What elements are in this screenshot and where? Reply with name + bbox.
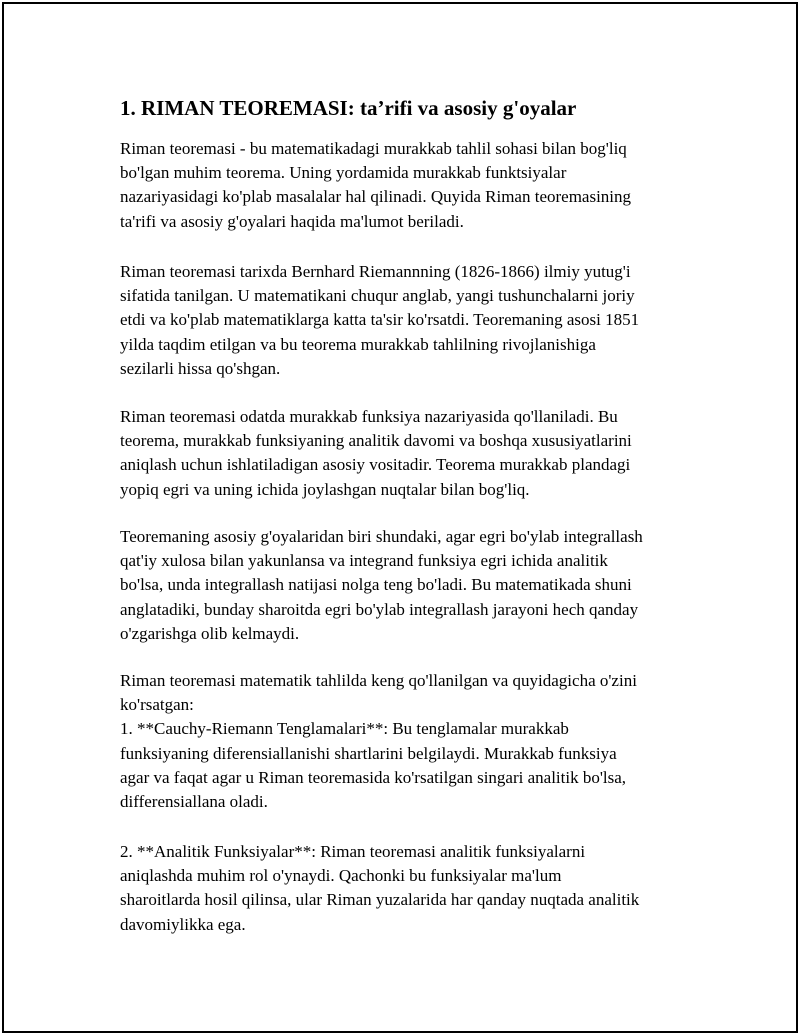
text-line: ko'rsatgan: xyxy=(120,695,194,715)
text-line: sezilarli hissa qo'shgan. xyxy=(120,358,281,378)
text-line: 2. **Analitik Funksiyalar**: Riman teoremasi analitik funksiyalarni xyxy=(120,842,586,861)
text-line: Riman teoremasi matematik tahlilda keng qo'llanilgan va quyidagicha o'zini xyxy=(120,671,637,690)
text-line: funksiyaning diferensiallanishi shartlarini belgilaydi. Murakkab funksiya xyxy=(120,743,617,763)
text-line: sharoitlarda hosil qilinsa, ular Riman yuzalarida har qanday nuqtada analitik xyxy=(120,890,640,910)
text-line: etdi va ko'plab matematiklarga katta ta'sir ko'rsatdi. Teoremaning asosi 1851 xyxy=(120,310,640,330)
text-line: yopiq egri va uning ichida joylashgan nuqtalar bilan bog'liq. xyxy=(120,479,530,499)
paragraph-application xyxy=(120,405,720,502)
text-line: o'zgarishga olib kelmaydi. xyxy=(120,623,300,643)
paragraph-list-item-2 xyxy=(120,840,720,937)
text-line: Riman teoremasi - bu matematikadagi murakkab tahlil sohasi bilan bog'liq xyxy=(120,139,627,158)
text-line: qat'iy xulosa bilan yakunlansa va integrand funksiya egri ichida analitik xyxy=(120,551,608,571)
text-line: teorema, murakkab funksiyaning analitik davomi va boshqa xususiyatlarini xyxy=(120,431,632,451)
text-line: bo'lgan muhim teorema. Uning yordamida murakkab funktsiyalar xyxy=(120,163,567,183)
text-line: nazariyasidagi ko'plab masalalar hal qilinadi. Quyida Riman teoremasining xyxy=(120,187,632,207)
document-title: 1. RIMAN TEOREMASI: ta’rifi va asosiy g'oyalar xyxy=(120,96,577,120)
paragraph-main-idea xyxy=(120,525,720,646)
text-line: aniqlash uchun ishlatiladigan asosiy vositadir. Teorema murakkab plandagi xyxy=(120,455,631,475)
paragraph-usage-list-item-1 xyxy=(120,669,720,814)
paragraph-history xyxy=(120,260,720,381)
text-line: Riman teoremasi tarixda Bernhard Riemannning (1826-1866) ilmiy yutug'i xyxy=(120,262,631,281)
text-line: bo'lsa, unda integrallash natijasi nolga teng bo'ladi. Bu matematikada shuni xyxy=(120,575,632,595)
document-page xyxy=(2,2,798,1033)
text-line: aniqlashda muhim rol o'ynaydi. Qachonki bu funksiyalar ma'lum xyxy=(120,866,562,886)
text-line: sifatida tanilgan. U matematikani chuqur anglab, yangi tushunchalarni joriy xyxy=(120,286,635,306)
text-line: anglatadiki, bunday sharoitda egri bo'ylab integrallash jarayoni hech qanday xyxy=(120,599,639,619)
paragraph-definition xyxy=(120,137,720,234)
text-line: Riman teoremasi odatda murakkab funksiya nazariyasida qo'llaniladi. Bu xyxy=(120,407,618,426)
text-line: 1. **Cauchy-Riemann Tenglamalari**: Bu tenglamalar murakkab xyxy=(120,719,569,739)
text-line: davomiylikka ega. xyxy=(120,914,246,934)
text-line: agar va faqat agar u Riman teoremasida ko'rsatilgan singari analitik bo'lsa, xyxy=(120,767,627,787)
text-line: ta'rifi va asosiy g'oyalari haqida ma'lumot beriladi. xyxy=(120,211,464,231)
text-line: yilda taqdim etilgan va bu teorema murakkab tahlilning rivojlanishiga xyxy=(120,334,596,354)
text-line: differensiallana oladi. xyxy=(120,792,268,812)
text-line: Teoremaning asosiy g'oyalaridan biri shundaki, agar egri bo'ylab integrallash xyxy=(120,527,643,546)
